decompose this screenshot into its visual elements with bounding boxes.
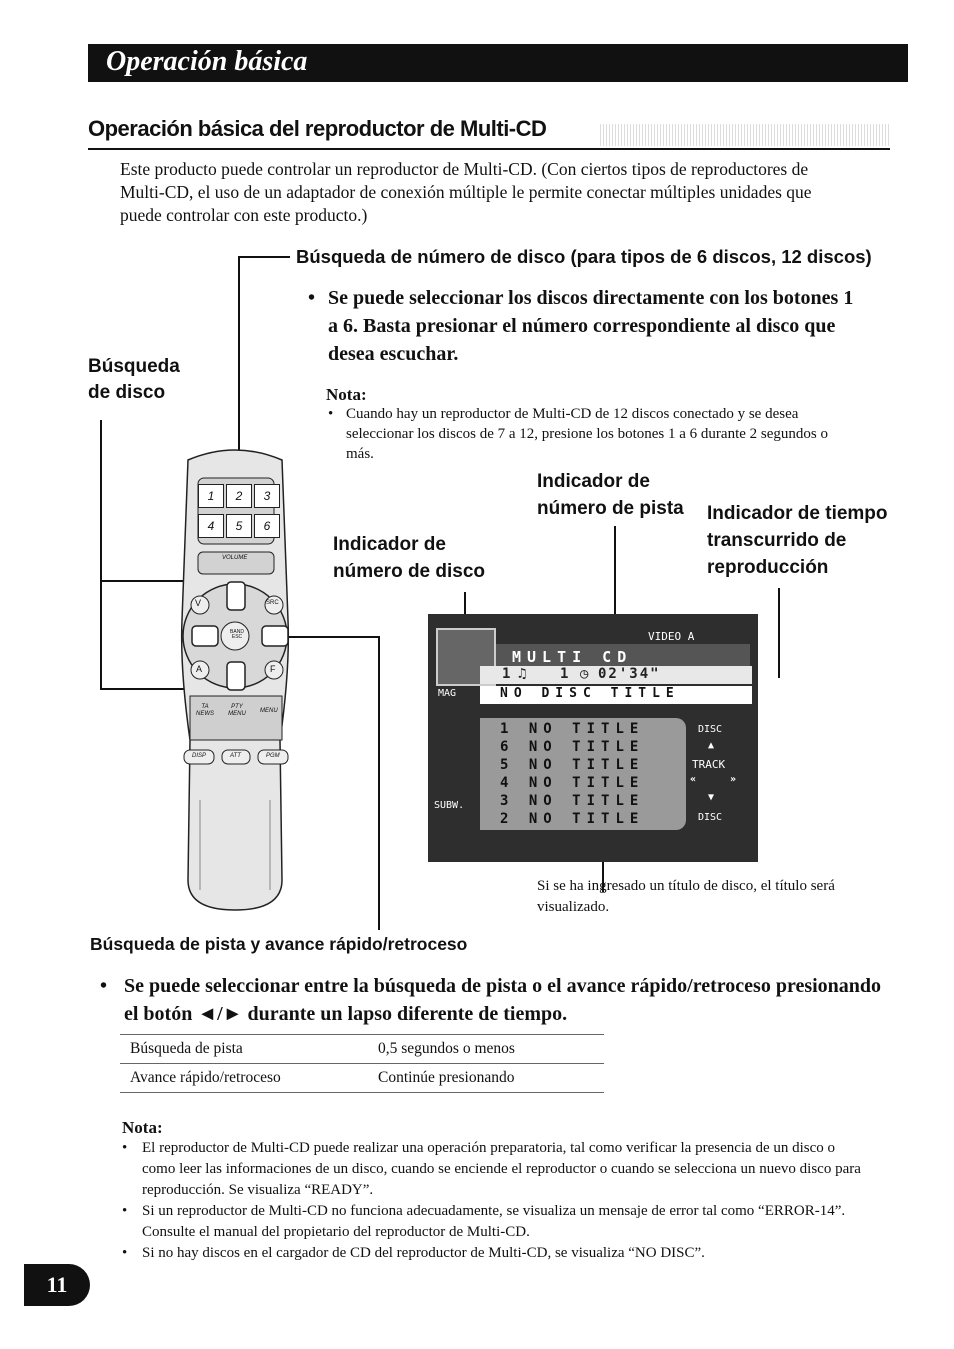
button-5[interactable]: 5 bbox=[226, 514, 252, 538]
rewind-icon: « bbox=[690, 774, 697, 785]
key-menu[interactable]: MENU bbox=[260, 708, 278, 714]
disc-list bbox=[480, 718, 686, 830]
timing-table bbox=[120, 1034, 604, 1093]
track-label: TRACK bbox=[692, 758, 726, 771]
bullet-dot: • bbox=[122, 1245, 128, 1261]
disc-search-note-text: Cuando hay un reproductor de Multi-CD de 12 discos conectado y se desea seleccionar los discos de 7 a 12, presione los botones 1 a 6 durante 2 segundos o más. bbox=[346, 406, 828, 462]
disc-search-heading: Búsqueda de número de disco (para tipos de 6 discos, 12 discos) bbox=[296, 246, 872, 267]
bullet-dot: • bbox=[328, 406, 334, 422]
list-item: 2 NO TITLE bbox=[500, 811, 645, 827]
key-f[interactable]: F bbox=[270, 664, 276, 674]
list-item: • Si no hay discos en el cargador de CD del reproductor de Multi-CD, se visualiza “NO DISC”. bbox=[122, 1243, 862, 1264]
key-att[interactable]: ATT bbox=[230, 753, 241, 759]
track-number: 1 bbox=[560, 666, 569, 682]
disc-down-label: DISC bbox=[698, 812, 723, 823]
list-item: • Si un reproductor de Multi-CD no funciona adecuadamente, se visualiza un mensaje de error tal como “ERROR-14”. Consulte el manual del propietario del reproductor de Multi-CD. bbox=[122, 1203, 846, 1240]
disc-number: 1 bbox=[502, 666, 511, 682]
label-disc-indicator: Indicador de número de disco bbox=[333, 534, 486, 582]
key-band-esc[interactable]: BAND ESC bbox=[230, 629, 244, 640]
label-track-indicator: Indicador de número de pista bbox=[537, 471, 684, 519]
bullet-dot: • bbox=[308, 287, 316, 309]
key-src[interactable]: SRC bbox=[266, 600, 279, 606]
intro-paragraph: Este producto puede controlar un reproductor de Multi-CD. (Con ciertos tipos de reproductores de Multi-CD, el uso de un adaptador de conexión múltiple le permite conectar múltiples unidades que puede controlar con este producto.) bbox=[120, 159, 812, 225]
list-item: 1 NO TITLE bbox=[500, 721, 645, 737]
key-pty-menu[interactable]: PTY MENU bbox=[228, 704, 246, 717]
bullet-dot: • bbox=[122, 1203, 128, 1219]
table-cell: Búsqueda de pista bbox=[120, 1035, 368, 1064]
callout-line bbox=[238, 256, 290, 258]
button-1[interactable]: 1 bbox=[198, 484, 224, 508]
clock-icon: ◷ bbox=[580, 666, 589, 682]
mag-label: MAG bbox=[438, 688, 457, 699]
disc-up-label: DISC bbox=[698, 724, 723, 735]
volume-label: VOLUME bbox=[222, 555, 248, 561]
page-heading: Operación básica del reproductor de Multi-CD bbox=[88, 116, 547, 141]
notes-label: Nota: bbox=[122, 1118, 163, 1137]
button-6[interactable]: 6 bbox=[254, 514, 280, 538]
disc-search-bullet-text: Se puede seleccionar los discos directamente con los botones 1 a 6. Basta presionar el número correspondiente al disco que desea escuchar. bbox=[328, 287, 854, 365]
table-cell: 0,5 segundos o menos bbox=[368, 1035, 604, 1064]
list-item: 3 NO TITLE bbox=[500, 793, 645, 809]
list-item: • El reproductor de Multi-CD puede realizar una operación preparatoria, tal como verificar la presencia de un disco o como leer las informaciones de un disco, cuando se enciende el reproductor o cuando se selecciona un nuevo disco para reproducción. Se visualiza “READY”. bbox=[122, 1140, 861, 1198]
video-label: VIDEO A bbox=[648, 630, 695, 643]
arrow-up-icon: ▲ bbox=[708, 740, 715, 751]
list-item: 5 NO TITLE bbox=[500, 757, 645, 773]
track-search-bullet-text: Se puede seleccionar entre la búsqueda de pista o el avance rápido/retroceso presionando el botón ◄/► durante un lapso diferente de tiempo. bbox=[124, 975, 882, 1025]
nota-label: Nota: bbox=[326, 385, 367, 404]
multi-cd-display bbox=[428, 614, 758, 862]
callout-line bbox=[100, 420, 102, 688]
button-4[interactable]: 4 bbox=[198, 514, 224, 538]
callout-line bbox=[378, 636, 380, 930]
note-icon: ♫ bbox=[518, 666, 527, 682]
mode-label: MULTI CD bbox=[512, 648, 633, 666]
label-disc-search: Búsqueda de disco bbox=[88, 356, 180, 403]
key-a[interactable]: A bbox=[196, 664, 203, 674]
list-item: 6 NO TITLE bbox=[500, 739, 645, 755]
list-item: 4 NO TITLE bbox=[500, 775, 645, 791]
key-v[interactable]: V bbox=[195, 598, 202, 608]
key-disp[interactable]: DISP bbox=[192, 753, 207, 759]
key-ta-news[interactable]: TA NEWS bbox=[196, 704, 214, 717]
arrow-down-icon: ▼ bbox=[708, 792, 715, 803]
table-row bbox=[120, 1064, 604, 1093]
label-time-indicator: Indicador de tiempo transcurrido de reproducción bbox=[707, 503, 888, 578]
heading-rule bbox=[88, 148, 890, 150]
disc-title: NO DISC TITLE bbox=[480, 686, 752, 704]
key-pgm[interactable]: PGM bbox=[266, 753, 280, 759]
table-row bbox=[120, 1035, 604, 1064]
section-title: Operación básica bbox=[106, 46, 308, 77]
track-search-heading: Búsqueda de pista y avance rápido/retroceso bbox=[90, 934, 468, 954]
subw-label: SUBW. bbox=[434, 800, 465, 811]
button-2[interactable]: 2 bbox=[226, 484, 252, 508]
elapsed-time: 02'34" bbox=[598, 666, 661, 682]
notes-list bbox=[122, 1138, 862, 1264]
display-caption: Si se ha ingresado un título de disco, el título será visualizado. bbox=[537, 878, 835, 915]
section-header-bar bbox=[88, 44, 908, 82]
bullet-dot: • bbox=[122, 1140, 128, 1156]
bullet-dot: • bbox=[100, 975, 108, 997]
page-number: 11 bbox=[24, 1264, 90, 1306]
status-row bbox=[480, 666, 752, 684]
table-cell: Avance rápido/retroceso bbox=[120, 1064, 368, 1093]
callout-line bbox=[778, 588, 780, 678]
fast-forward-icon: » bbox=[730, 774, 737, 785]
remote-number-buttons bbox=[198, 484, 282, 538]
button-3[interactable]: 3 bbox=[254, 484, 280, 508]
heading-shade bbox=[600, 124, 890, 146]
table-cell: Continúe presionando bbox=[368, 1064, 604, 1093]
